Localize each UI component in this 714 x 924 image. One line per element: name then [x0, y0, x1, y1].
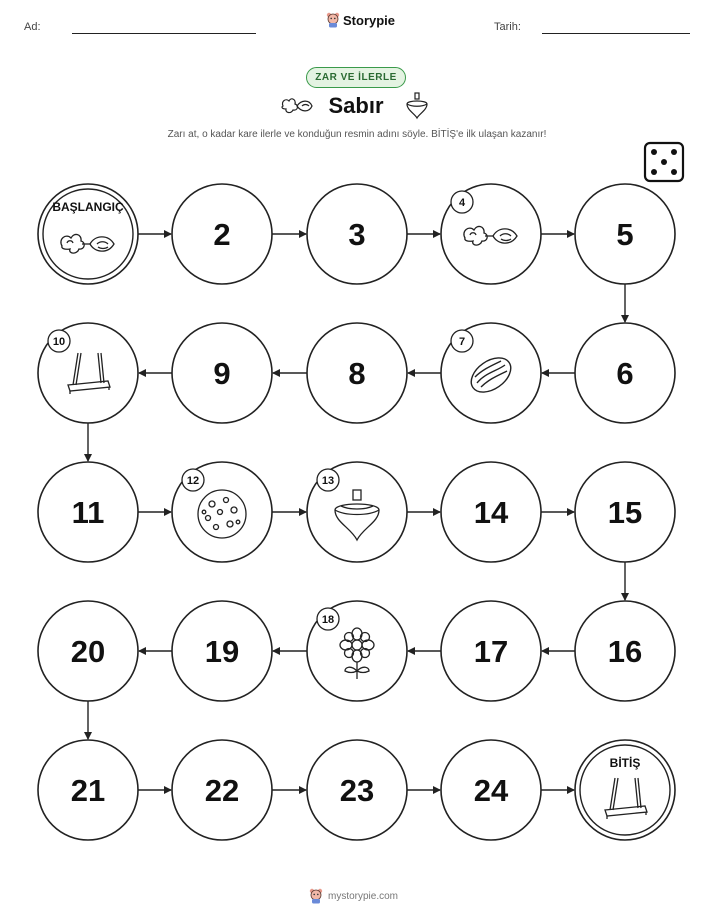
board-cell-4[interactable] [441, 184, 541, 284]
finish-label: BİTİŞ [609, 756, 641, 770]
cell-number: 5 [616, 217, 634, 252]
board-cell-14[interactable] [441, 462, 541, 562]
cell-number: 17 [473, 634, 509, 669]
board-cell-18[interactable] [307, 601, 407, 701]
cell-number: 11 [71, 495, 105, 530]
page-title: Sabır [328, 93, 384, 118]
cell-number: 9 [213, 356, 231, 391]
board-cell-5[interactable] [575, 184, 675, 284]
cell-number-badge: 10 [52, 336, 66, 348]
cell-number: 21 [70, 773, 106, 808]
cell-number: 2 [213, 217, 231, 252]
cell-number: 19 [204, 634, 240, 669]
board-cell-11[interactable] [38, 462, 138, 562]
board-cell-6[interactable] [575, 323, 675, 423]
board-cell-15[interactable] [575, 462, 675, 562]
board-cell-8[interactable] [307, 323, 407, 423]
cell-number: 23 [339, 773, 375, 808]
cell-number-badge: 7 [458, 336, 466, 348]
cell-number: 14 [473, 495, 509, 530]
board-cell-23[interactable] [307, 740, 407, 840]
board-cell-19[interactable] [172, 601, 272, 701]
cell-number: 15 [607, 495, 643, 530]
board-cell-3[interactable] [307, 184, 407, 284]
board-cell-7[interactable] [441, 323, 541, 423]
board-cell-24[interactable] [441, 740, 541, 840]
board-cell-12[interactable] [172, 462, 272, 562]
cell-number: 8 [348, 356, 366, 391]
board-cell-16[interactable] [575, 601, 675, 701]
board-cell-10[interactable] [38, 323, 138, 423]
board-cell-20[interactable] [38, 601, 138, 701]
cell-number-badge: 12 [186, 475, 200, 487]
board-cell-21[interactable] [38, 740, 138, 840]
cell-number: 24 [473, 773, 509, 808]
cell-number: 6 [616, 356, 634, 391]
cell-number: 16 [607, 634, 643, 669]
footer [308, 888, 398, 904]
date-label: Tarih: [494, 21, 521, 33]
cell-number-badge: 18 [321, 614, 335, 626]
game-type-badge: ZAR VE İLERLE [306, 67, 406, 88]
finish-cell[interactable] [575, 740, 675, 840]
cell-number: 20 [70, 634, 106, 669]
board-cell-17[interactable] [441, 601, 541, 701]
start-label: BAŞLANGIÇ [52, 200, 124, 214]
cell-number-badge: 4 [458, 197, 466, 209]
dice-icon [645, 143, 683, 181]
board-cell-13[interactable] [307, 462, 407, 562]
cell-number: 22 [204, 773, 240, 808]
footer-url[interactable]: mystorypie.com [328, 890, 399, 902]
board-cell-22[interactable] [172, 740, 272, 840]
start-cell[interactable] [38, 184, 138, 284]
cell-number-badge: 13 [321, 475, 335, 487]
name-label: Ad: [24, 21, 41, 33]
board-cell-2[interactable] [172, 184, 272, 284]
cell-number: 3 [348, 217, 366, 252]
board-cell-9[interactable] [172, 323, 272, 423]
instructions: Zarı at, o kadar kare ilerle ve konduğun resmin adını söyle. BİTİŞ'e ilk ulaşan kazanır! [167, 129, 547, 140]
bear-mascot-icon [308, 888, 324, 904]
brand-name: Storypie [343, 12, 396, 28]
